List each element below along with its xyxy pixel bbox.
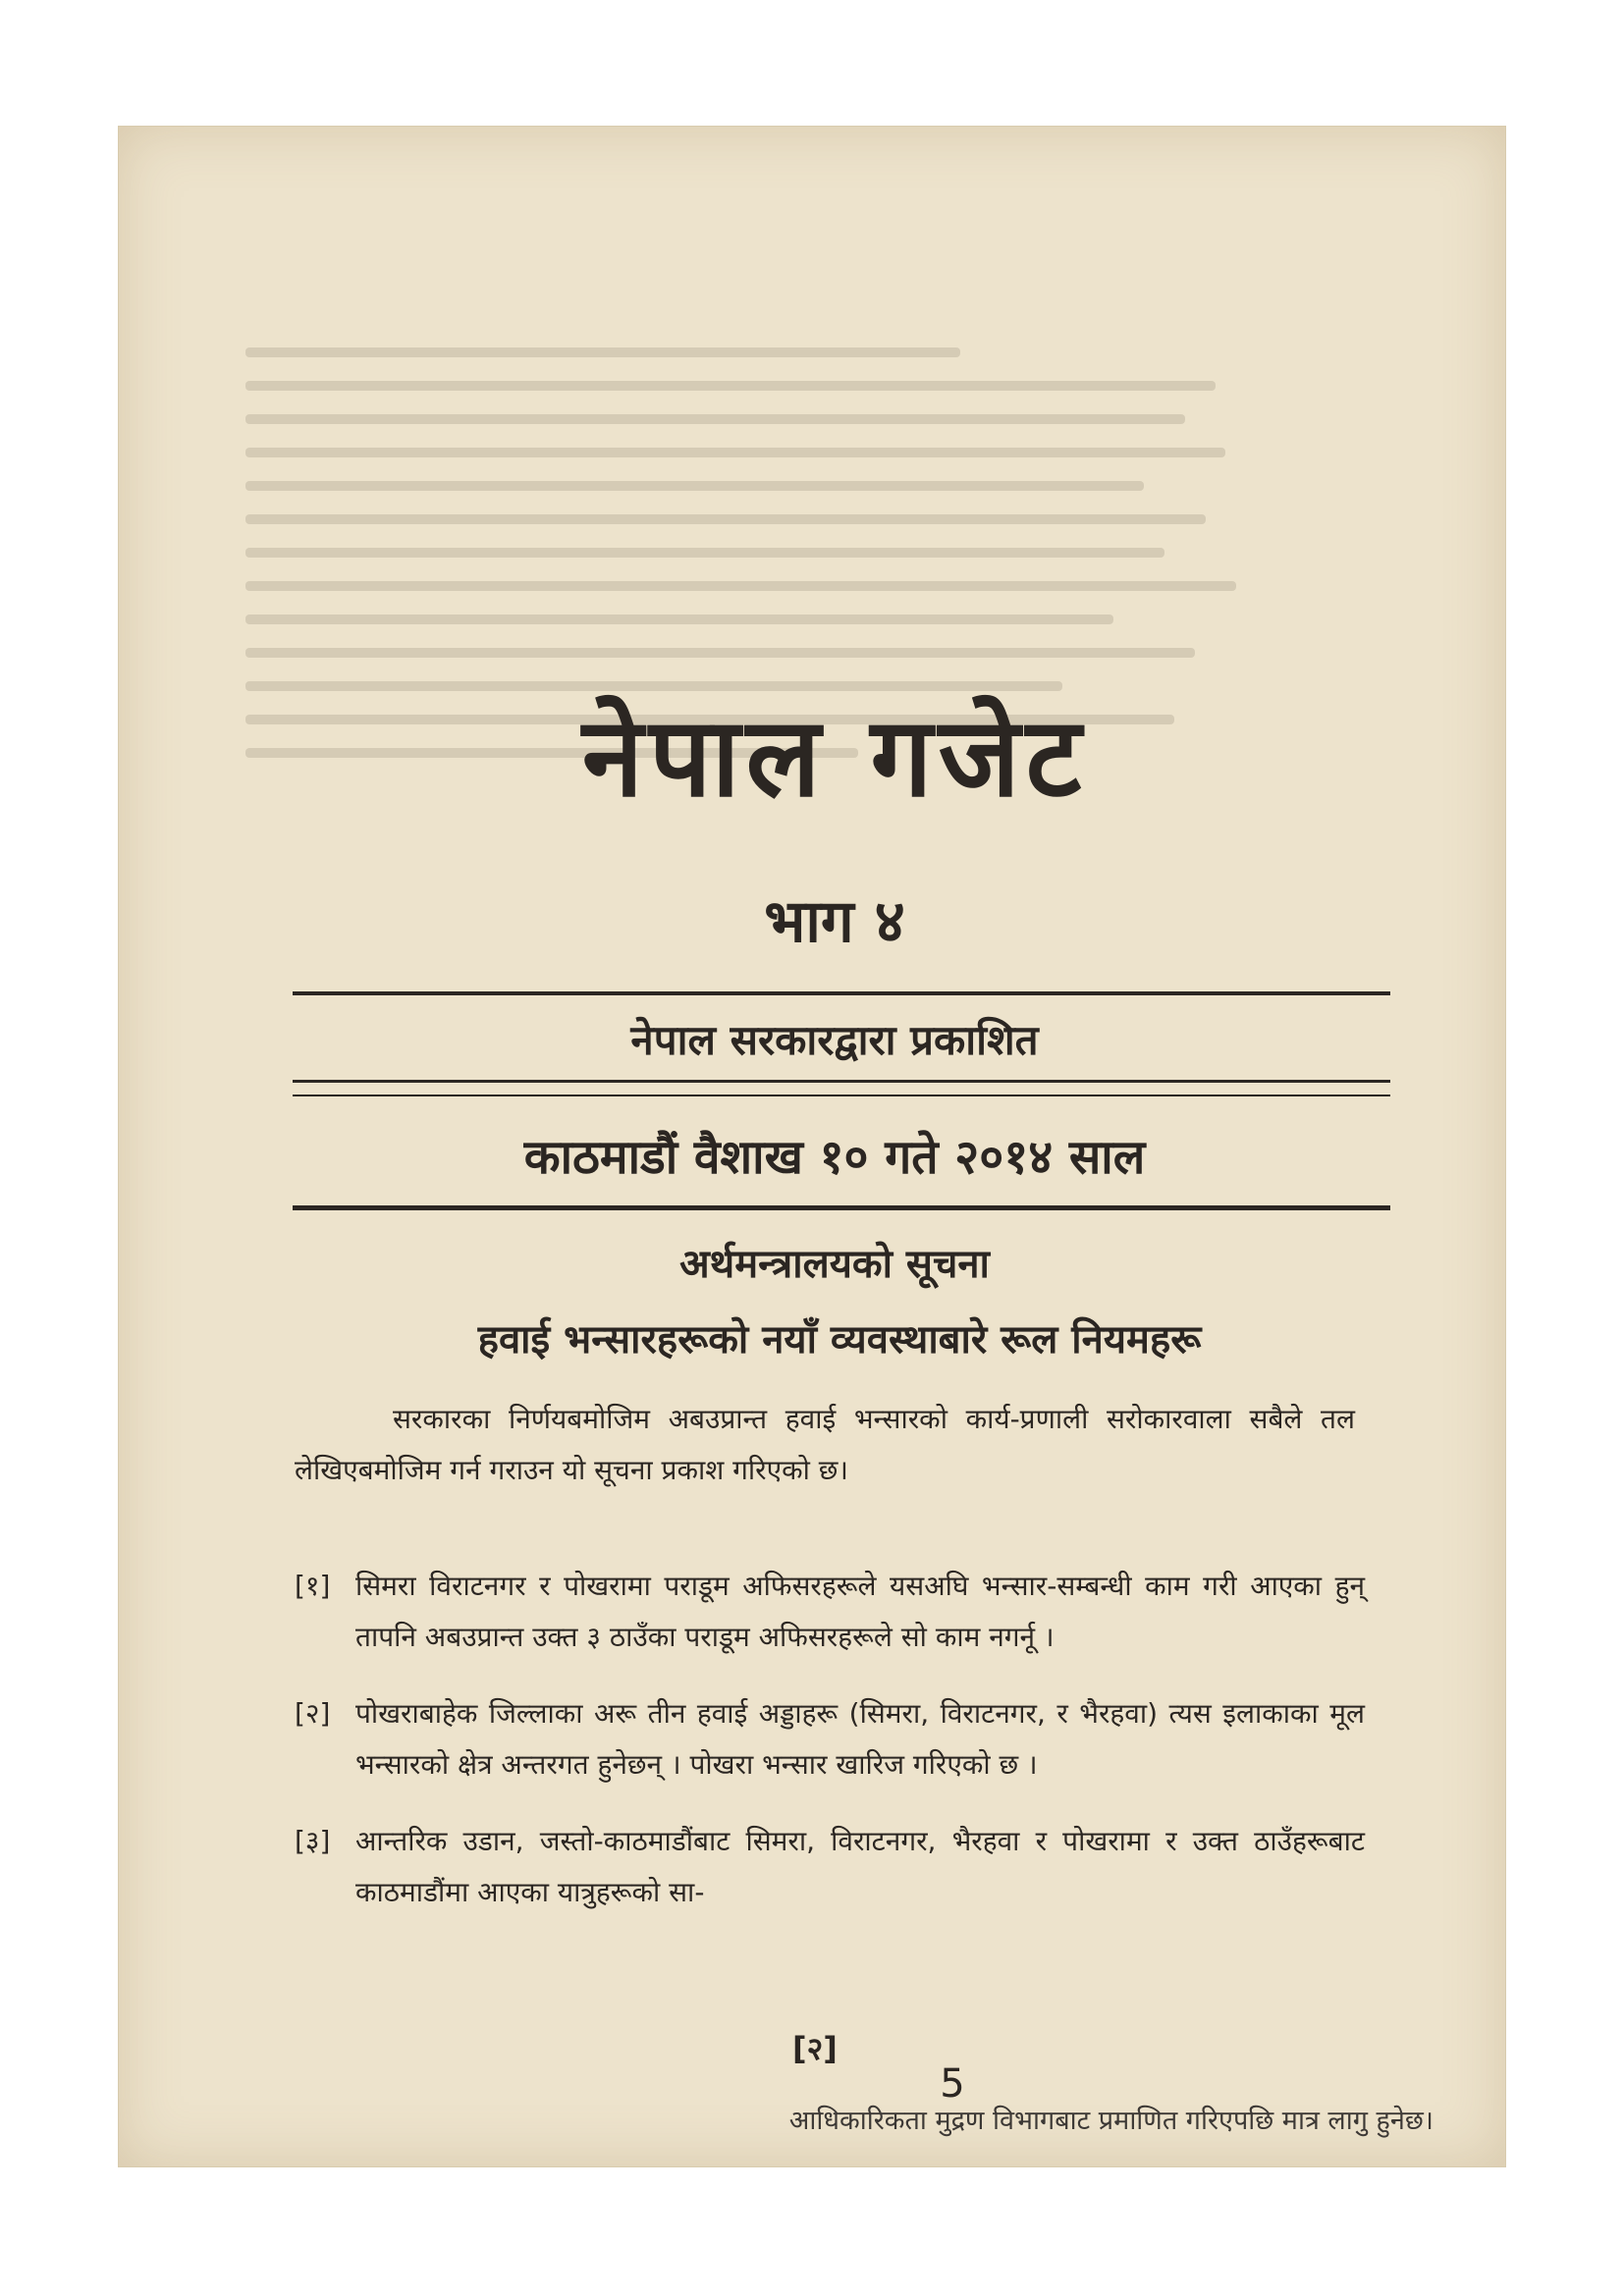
- list-item: [295, 1561, 1365, 1663]
- item-text: पोखराबाहेक जिल्लाका अरू तीन हवाई अड्डाहरू (सिमरा, विराटनगर, र भैरहवा) त्यस इलाकाका मूल भन्सारको क्षेत्र अन्तरगत हुनेछन् । पोखरा भन्सार खारिज गरिएको छ ।: [355, 1697, 1365, 1781]
- notice-subject: हवाई भन्सारहरूको नयाँ व्यवस्थाबारे रूल नियमहरू: [477, 1317, 1202, 1362]
- divider-rule: [293, 1095, 1390, 1096]
- item-text: सिमरा विराटनगर र पोखरामा पराडूम अफिसरहरूले यसअघि भन्सार-सम्बन्धी काम गरी आएका हुन् तापनि अबउप्रान्त उक्त ३ ठाउँका पराडूम अफिसरहरूले सो काम नगर्नू ।: [355, 1570, 1365, 1653]
- divider-rule: [293, 1080, 1390, 1083]
- gazette-title: नेपाल गजेट: [581, 694, 1088, 822]
- item-number: [२]: [295, 1697, 331, 1730]
- gazette-part: भाग ४: [764, 887, 905, 956]
- item-text: आन्तरिक उडान, जस्तो-काठमाडौंबाट सिमरा, विराटनगर, भैरहवा र पोखरामा र उक्त ठाउँहरूबाट काठमाडौंमा आएका यात्रुहरूको सा-: [355, 1825, 1365, 1908]
- divider-rule: [293, 991, 1390, 995]
- item-number: [३]: [295, 1825, 331, 1857]
- page-number: [२]: [792, 2030, 838, 2067]
- list-item: [295, 1816, 1365, 1918]
- notice-intro: सरकारका निर्णयबमोजिम अबउप्रान्त हवाई भन्सारको कार्य-प्रणाली सरोकारवाला सबैले तल लेखिएबमोजिम गर्न गराउन यो सूचना प्रकाश गरिएको छ।: [295, 1403, 1355, 1486]
- divider-rule: [293, 1205, 1390, 1210]
- show-through-text: [245, 324, 1267, 962]
- list-item: [295, 1688, 1365, 1790]
- item-number: [१]: [295, 1570, 331, 1602]
- ministry-heading: अर्थमन्त्रालयको सूचना: [679, 1242, 990, 1287]
- dateline: काठमाडौं वैशाख १० गते २०१४ साल: [523, 1130, 1146, 1185]
- notice-items: [295, 1561, 1365, 1944]
- publisher-line: नेपाल सरकारद्वारा प्रकाशित: [630, 1016, 1039, 1064]
- footer-note: आधिकारिकता मुद्रण विभागबाट प्रमाणित गरिएपछि मात्र लागु हुनेछ।: [788, 2106, 1434, 2136]
- handwritten-mark: 5: [940, 2061, 965, 2107]
